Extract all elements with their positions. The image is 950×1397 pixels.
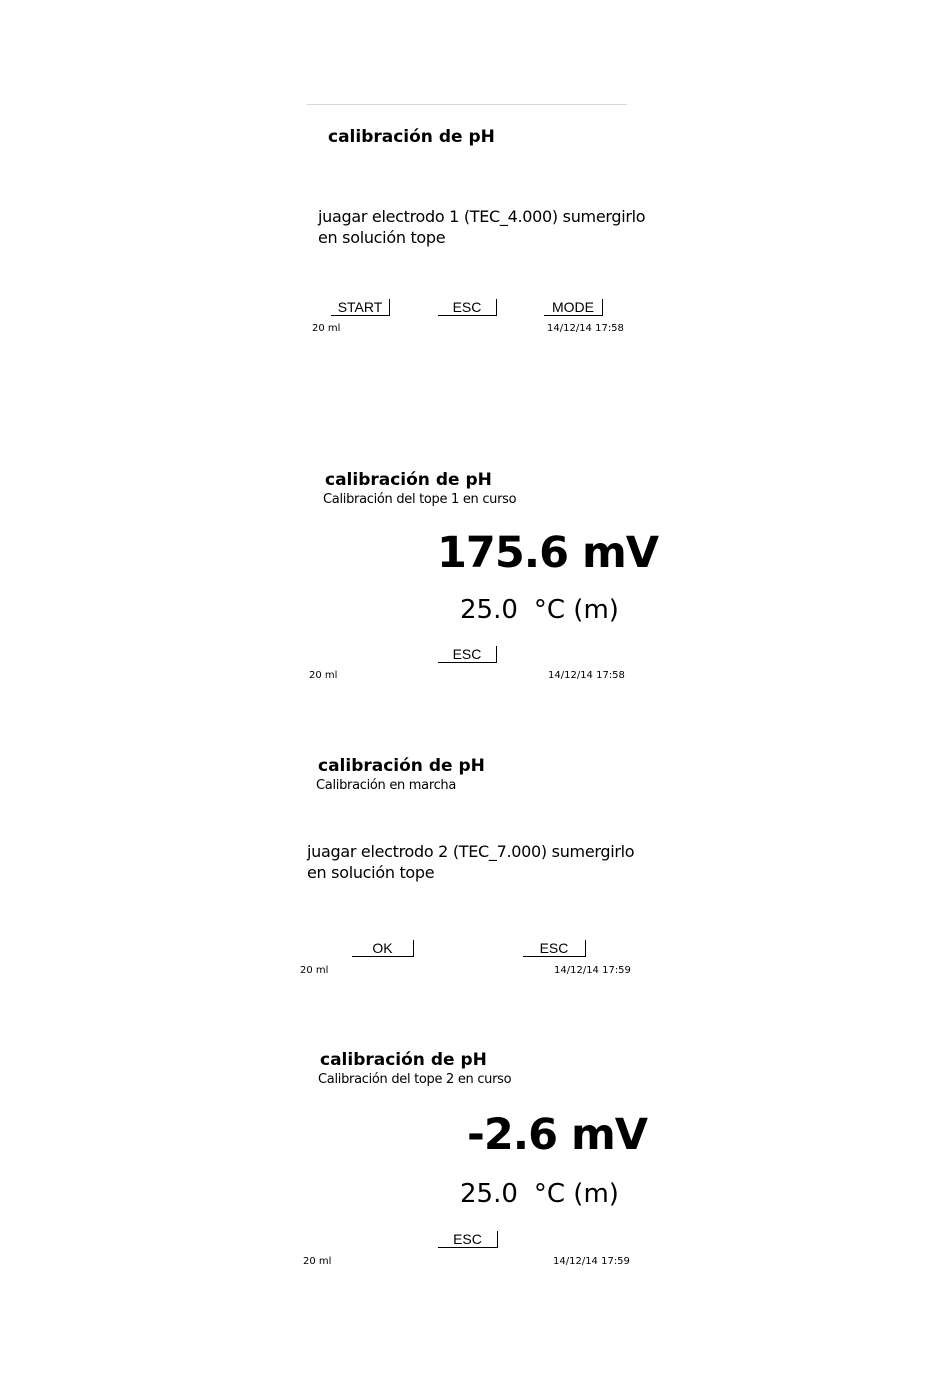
- volume-status: 20 ml: [300, 965, 329, 976]
- temperature-reading: 25.0 °C (m): [460, 595, 619, 625]
- esc-button[interactable]: ESC: [523, 940, 586, 957]
- instruction-text: juagar electrodo 2 (TEC_7.000) sumergirlo en solución tope: [307, 842, 635, 882]
- datetime-status: 14/12/14 17:58: [547, 323, 624, 334]
- screen-subtitle: Calibración en marcha: [316, 778, 457, 793]
- datetime-status: 14/12/14 17:59: [554, 965, 631, 976]
- volume-status: 20 ml: [303, 1256, 332, 1267]
- mode-button[interactable]: MODE: [544, 299, 603, 316]
- mv-reading: 175.6 mV: [437, 528, 659, 578]
- top-divider: [307, 104, 627, 105]
- datetime-status: 14/12/14 17:59: [553, 1256, 630, 1267]
- mv-reading: -2.6 mV: [467, 1110, 648, 1160]
- esc-button[interactable]: ESC: [438, 646, 497, 663]
- ok-button[interactable]: OK: [352, 940, 414, 957]
- datetime-status: 14/12/14 17:58: [548, 670, 625, 681]
- screen-title: calibración de pH: [325, 470, 492, 490]
- start-button[interactable]: START: [331, 299, 390, 316]
- screen-subtitle: Calibración del tope 2 en curso: [318, 1072, 512, 1087]
- esc-button[interactable]: ESC: [438, 1231, 498, 1248]
- esc-button[interactable]: ESC: [438, 299, 497, 316]
- screen-title: calibración de pH: [320, 1050, 487, 1070]
- instruction-text: juagar electrodo 1 (TEC_4.000) sumergirlo en solución tope: [318, 207, 646, 247]
- screen-title: calibración de pH: [328, 127, 495, 147]
- volume-status: 20 ml: [309, 670, 338, 681]
- temperature-reading: 25.0 °C (m): [460, 1179, 619, 1209]
- screen-title: calibración de pH: [318, 756, 485, 776]
- screen-subtitle: Calibración del tope 1 en curso: [323, 492, 517, 507]
- volume-status: 20 ml: [312, 323, 341, 334]
